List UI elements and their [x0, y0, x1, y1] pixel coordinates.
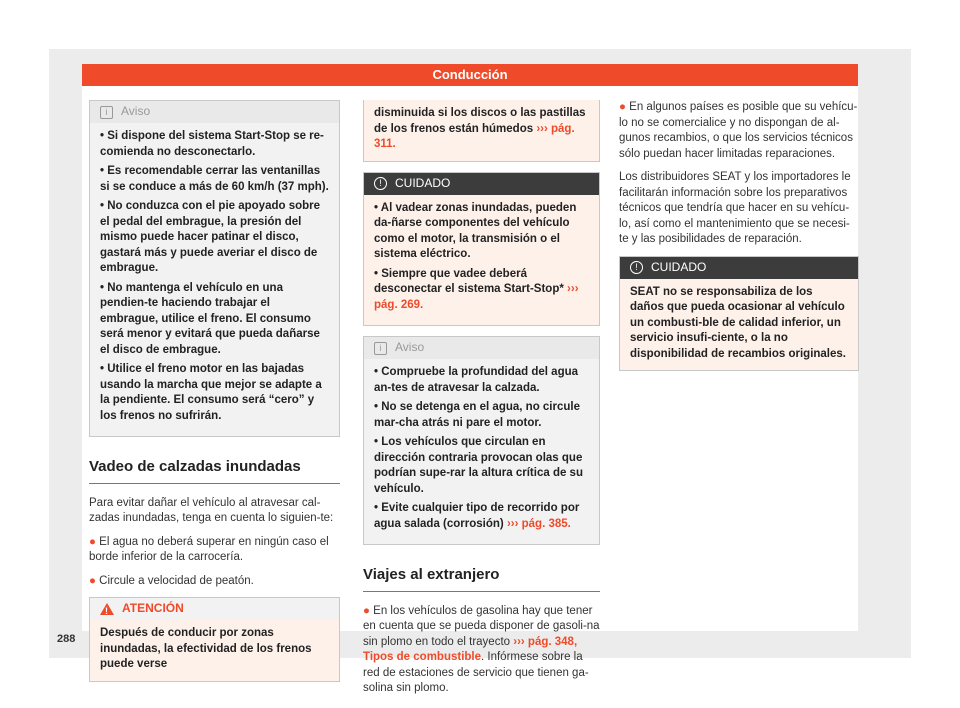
list-item: • Utilice el freno motor en las bajadas usando la marcha que mejor se adapte a la pendiente. El consumo será “cero” y los frenos no sufrirán. — [100, 363, 322, 422]
atencion-body: Después de conducir por zonas inundadas, la efectividad de los frenos puede verse — [90, 620, 339, 681]
aviso-body — [90, 123, 339, 436]
cuidado-header — [620, 257, 858, 279]
aviso-title: Aviso — [121, 104, 151, 119]
page-reference-link[interactable]: ››› pág. 269. — [374, 283, 579, 311]
atencion-title: ATENCIÓN — [122, 601, 184, 616]
info-icon: i — [374, 342, 387, 355]
paragraph: Los distribuidores SEAT y los importadores le facilitarán información sobre los preparativos técnicos que tendría que hacer en su vehícu-lo, así como el mantenimiento que se necesi-te y las posibilidades de reparación. — [619, 171, 851, 245]
extranjero-text — [619, 100, 859, 248]
page-reference-link[interactable]: ››› pág. 385. — [506, 517, 571, 530]
alert-circle-icon: ! — [630, 261, 643, 274]
page-header: Conducción — [82, 64, 858, 86]
viajes-text — [363, 604, 600, 697]
cuidado-title: CUIDADO — [395, 175, 451, 190]
list-item: • Si dispone del sistema Start-Stop se re-comienda no desconectarlo. — [100, 130, 324, 158]
column-3 — [619, 100, 859, 381]
list-item: ● En los vehículos de gasolina hay que tener en cuenta que se pueda disponer de gasoli-na sin plomo en todo el trayecto ››› pág. 348, Tipos de combustible. Infórmese sobre la red de estaciones de servicio que tienen ga-solina sin plomo. — [363, 604, 600, 694]
section-title-viajes: Viajes al extranjero — [363, 567, 600, 592]
aviso-box-1 — [89, 100, 340, 437]
atencion-header — [90, 598, 339, 620]
warning-icon: ! — [100, 603, 114, 615]
list-item: • No mantenga el vehículo en una pendien-te haciendo trabajar el embrague, utilice el freno. El consumo será menor y evitará que pueda dañarse el disco de embrague. — [100, 281, 320, 356]
page-reference-link[interactable]: ››› pág. 311. — [374, 122, 575, 150]
aviso-header — [90, 101, 339, 123]
cuidado-box-2 — [619, 256, 859, 372]
cuidado-body — [364, 195, 599, 326]
list-item: • Compruebe la profundidad del agua an-tes de atravesar la calzada. — [374, 366, 579, 394]
continuation-text: disminuida si los discos o las pastillas de los frenos están húmedos — [374, 107, 586, 135]
list-item: • Evite cualquier tipo de recorrido por agua salada (corrosión) ››› pág. 385. — [374, 502, 580, 530]
vadeo-text — [89, 496, 340, 590]
cuidado-body: SEAT no se responsabiliza de los daños que pueda ocasionar al vehículo un combusti-ble de calidad inferior, un servicio insufi-ciente, o la no disponibilidad de recambios originales. — [620, 279, 858, 371]
column-1 — [89, 100, 340, 692]
cuidado-title: CUIDADO — [651, 259, 707, 274]
list-item: • Los vehículos que circulan en dirección contraria provocan olas que podrían supe-rar la altura crítica de su vehículo. — [374, 436, 583, 495]
list-item: • No se detenga en el agua, no circule mar-cha atrás ni pare el motor. — [374, 401, 580, 429]
atencion-box — [89, 597, 340, 682]
info-icon: i — [100, 106, 113, 119]
cuidado-box-1 — [363, 172, 600, 327]
column-2 — [363, 100, 600, 705]
aviso-header — [364, 337, 599, 359]
list-item: • Es recomendable cerrar las ventanillas si se conduce a más de 60 km/h (37 mph). — [100, 165, 329, 193]
atencion-continuation — [363, 100, 600, 162]
aviso-title: Aviso — [395, 340, 425, 355]
list-item: ● Circule a velocidad de peatón. — [89, 574, 254, 587]
alert-circle-icon: ! — [374, 177, 387, 190]
page-number: 288 — [57, 633, 76, 645]
page-reference-link[interactable]: ››› pág. 348, Tipos de combustible — [363, 635, 578, 663]
list-item: • No conduzca con el pie apoyado sobre el pedal del embrague, la presión del mismo puede hacer patinar el disco, gastará más y puede averiar el disco de embrague. — [100, 200, 321, 274]
list-item: • Al vadear zonas inundadas, pueden da-ñarse componentes del vehículo como el motor, la transmisión o el sistema eléctrico. — [374, 201, 577, 260]
aviso-body — [364, 359, 599, 544]
list-item: ● El agua no deberá superar en ningún caso el borde inferior de la carrocería. — [89, 535, 329, 563]
aviso-box-2 — [363, 336, 600, 545]
list-item: • Siempre que vadee deberá desconectar el sistema Start-Stop* ››› pág. 269. — [374, 267, 579, 311]
intro-paragraph: Para evitar dañar el vehículo al atravesar cal-zadas inundadas, tenga en cuenta lo siguien-te: — [89, 496, 334, 524]
section-title-vadeo: Vadeo de calzadas inundadas — [89, 459, 340, 484]
cuidado-header — [364, 173, 599, 195]
list-item: ● En algunos países es posible que su vehícu-lo no se comercialice y no dispongan de al-gunos recambios, o que los servicios técnicos sólo puedan hacer limitadas reparaciones. — [619, 101, 858, 160]
